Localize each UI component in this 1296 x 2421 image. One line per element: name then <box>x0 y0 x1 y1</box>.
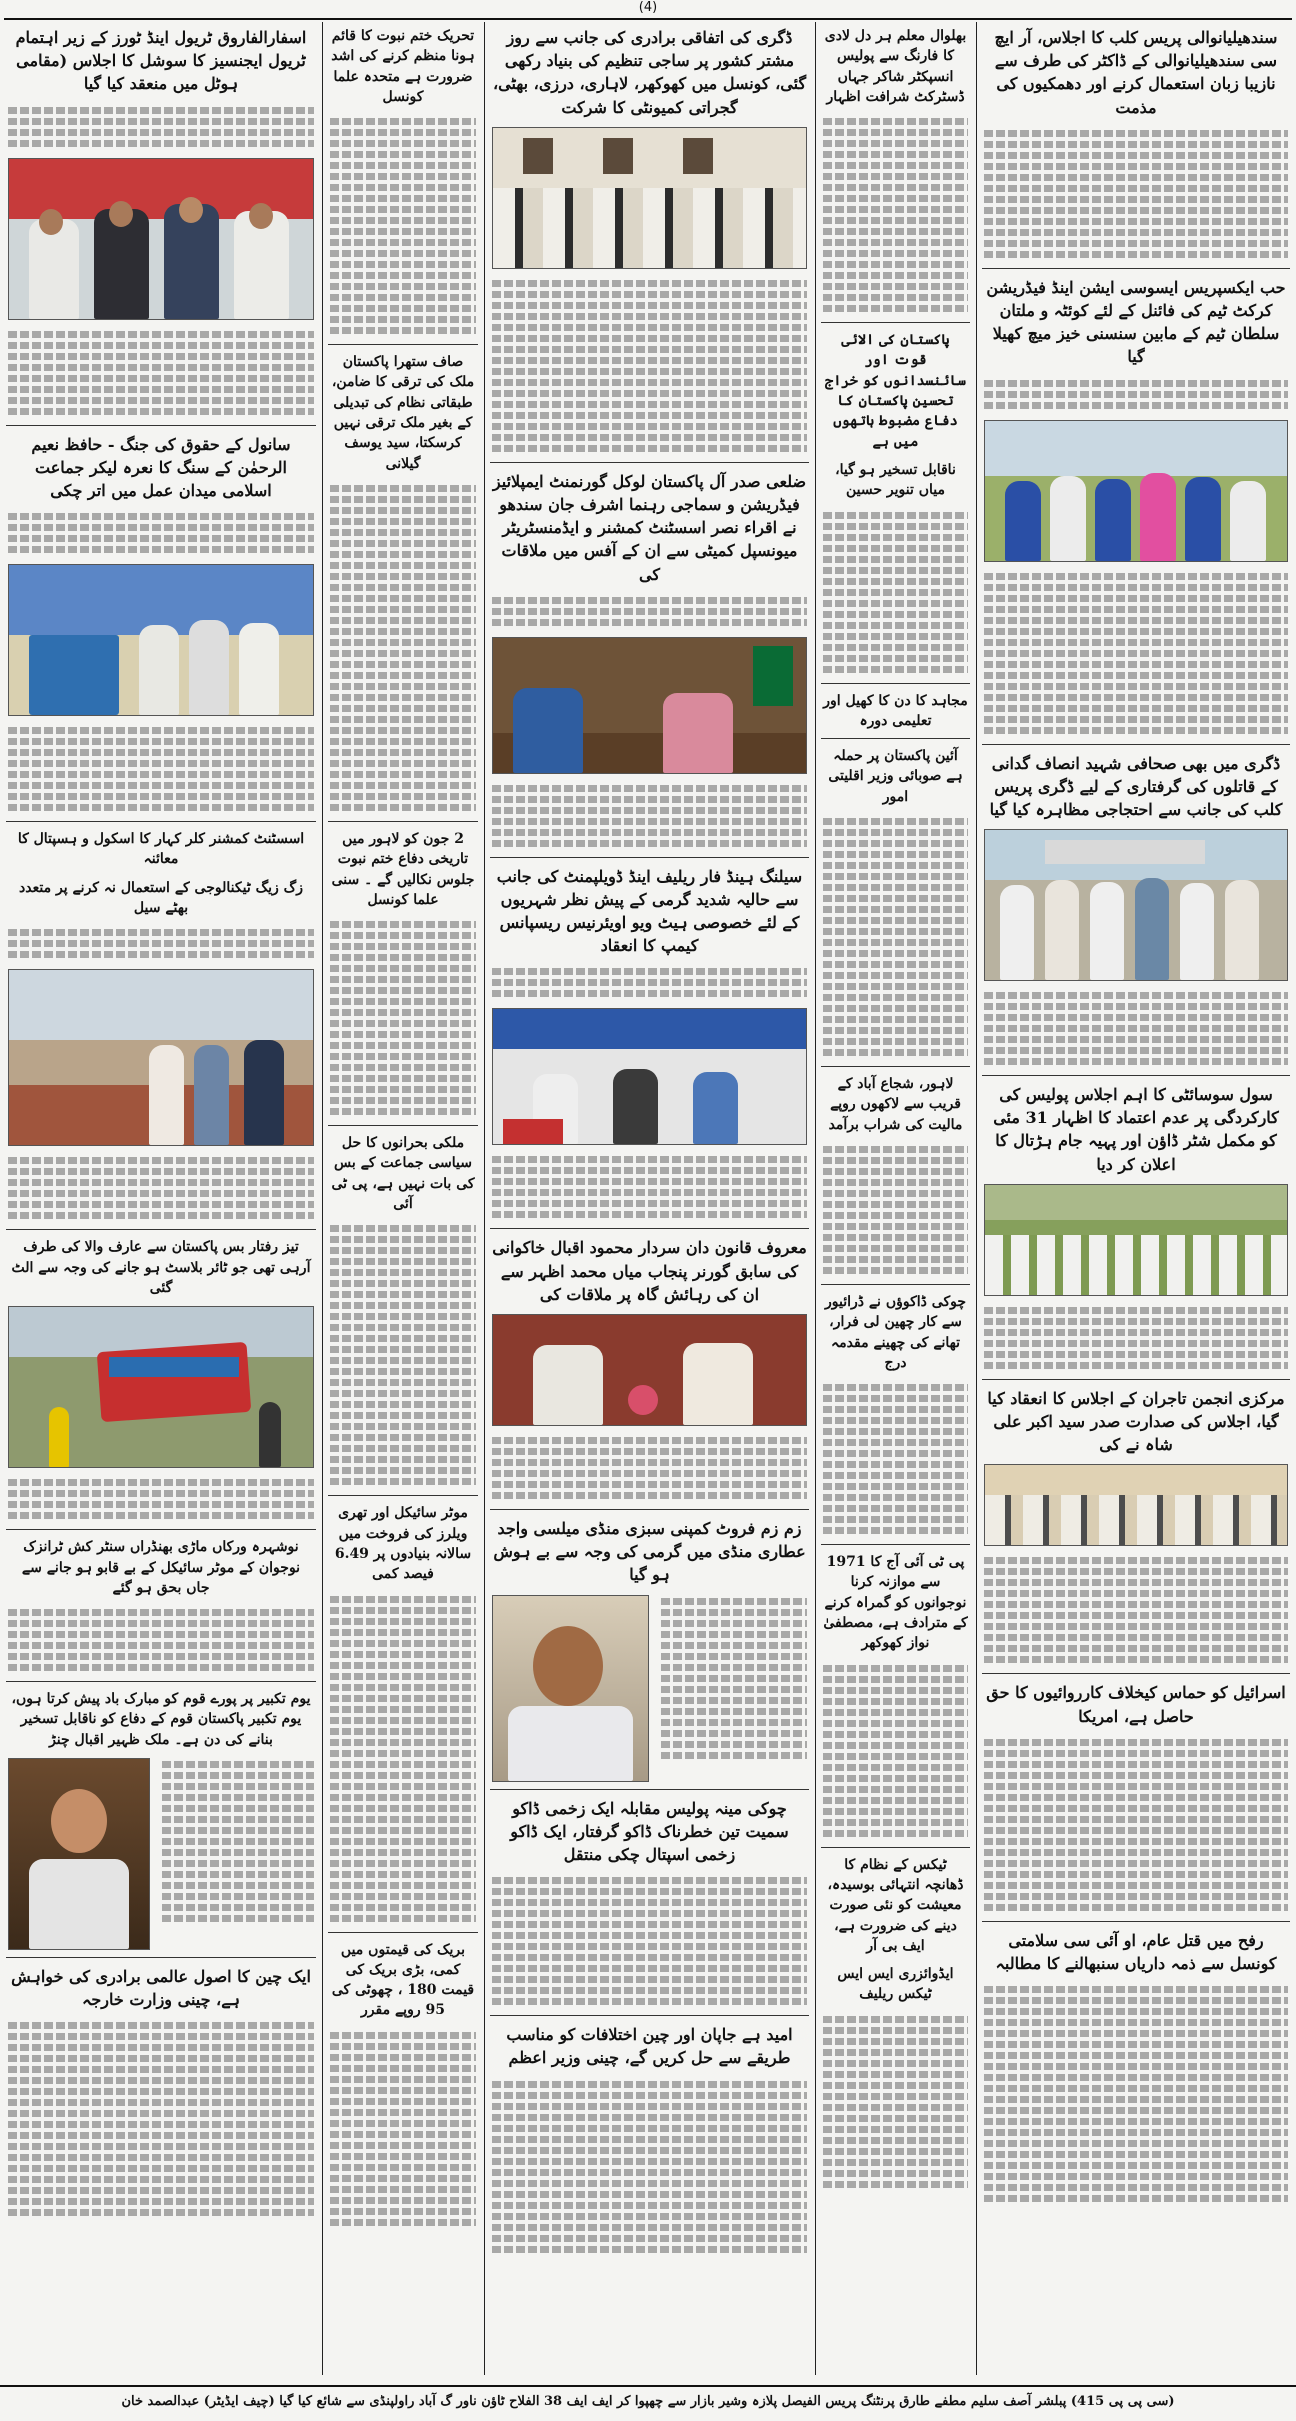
article-text <box>978 373 1294 416</box>
article-text <box>324 1218 482 1492</box>
headline: سانول کے حقوق کی جنگ - حافظ نعیم الرحمٰن کے سنگ کا نعرہ لیکر جماعت اسلامی میدان عمل میں اتر چکی <box>31 434 291 500</box>
photo-portrait-wajid <box>492 1595 649 1782</box>
headline: پی ٹی آئی آج کا 1971 سے موازنہ کرنا نوجوانوں کو گمراہ کرنے کے مترادف ہے، مصطفیٰ نواز کھوکھر <box>823 1554 968 1652</box>
article-text <box>324 111 482 341</box>
headline: حب ایکسپریس ایسوسی ایشن اینڈ فیڈریشن کرکٹ ٹیم کی فائنل کے لئے کوئٹہ و ملتان سلطان ٹیم کے مابین سنسنی خیز میچ کھیلا گیا <box>986 277 1286 367</box>
article-text <box>817 2009 974 2195</box>
headline: لاہور، شجاع آباد کے قریب سے لاکھوں روپے مالیت کی شراب برآمد <box>828 1076 963 1133</box>
article-text <box>324 478 482 818</box>
article-text <box>486 2074 813 2260</box>
article-text <box>2 1150 320 1226</box>
headline: موٹر سائیکل اور تھری ویلرز کی فروخت میں سالانہ بنیادوں پر 6.49 فیصد کمی <box>334 1505 472 1583</box>
article-text <box>817 505 974 680</box>
headline: تحریک ختم نبوت کا قائم ہونا منظم کرنے کی اشد ضرورت ہے متحدہ علما کونسل <box>331 28 475 105</box>
column-divider <box>815 22 816 2375</box>
article-text <box>324 914 482 1122</box>
headline: سیلنگ ہینڈ فار ریلیف اینڈ ڈویلپمنٹ کی جانب سے حالیہ شدید گرمی کے پیش نظر شہریوں کے لئے خصوصی ہیٹ ویو اویئرنیس ریسپانس کیمپ کا انعقاد <box>496 866 803 956</box>
column-2 <box>324 22 482 2375</box>
column-3 <box>486 22 813 2375</box>
article-text <box>978 1300 1294 1376</box>
column-divider <box>976 22 977 2375</box>
article-text <box>817 1377 974 1541</box>
headline: معروف قانون دان سردار محمود اقبال خاکوانی کی سابق گورنر پنجاب میاں محمد اظہر سے ان کی رہائش گاہ پر ملاقات کی <box>492 1238 807 1304</box>
article-text <box>2 100 320 154</box>
headline: ڈگری میں بھی صحافی شہید انصاف گدانی کے قاتلوں کی گرفتاری کے لیے ڈگری پریس کلب کی جانب سے احتجاجی مظاہرہ کیا گیا <box>989 753 1283 819</box>
article-text <box>486 590 813 633</box>
article-text <box>324 2025 482 2233</box>
article-text <box>978 1550 1294 1670</box>
photo-kilns <box>8 969 314 1146</box>
photo-civil-society <box>984 1184 1288 1296</box>
headline: ناقابل تسخیر ہو گیا، میاں تنویر حسین <box>835 461 956 499</box>
article-text <box>655 1591 813 1786</box>
headline: اسفارالفاروق ٹریول اینڈ ٹورز کے زیر اہتمام ٹریول ایجنسیز کا سوشل کا اجلاس (مقامی ہوٹل میں منعقد کیا گیا <box>15 28 307 94</box>
article-text <box>978 1732 1294 1918</box>
photo-meeting <box>492 1314 807 1426</box>
headline: مجاہد کا دن کا کھیل اور تعلیمی دورہ <box>823 692 968 729</box>
article-text <box>2 506 320 560</box>
headline: 2 جون کو لاہور میں تاریخی دفاع ختم نبوت جلوس نکالیں گے ۔ سنی علما کونسل <box>331 830 475 908</box>
article-text <box>978 123 1294 265</box>
column-4 <box>817 22 974 2375</box>
headline: بریک کی قیمتوں میں کمی، بڑی بریک کی قیمت 180 ، چھوٹی کی 95 روپے مقرر <box>331 1941 475 2019</box>
article-text <box>817 1139 974 1281</box>
article-text <box>817 811 974 1063</box>
headline: اسرائیل کو حماس کیخلاف کارروائیوں کا حق حاصل ہے، امریکا <box>986 1683 1286 1726</box>
article-text <box>2 1472 320 1526</box>
article-text <box>486 1149 813 1225</box>
photo-banner <box>8 564 314 716</box>
photo-cricket-team <box>984 420 1288 562</box>
column-divider <box>484 22 485 2375</box>
photo-protest <box>984 829 1288 981</box>
article-text <box>486 1430 813 1506</box>
article-text <box>817 111 974 319</box>
headline: چوکی ڈاکوؤں نے ڈرائیور سے کار چھین لی فرار، تھانے کی چھینے مقدمہ درج <box>824 1293 966 1371</box>
headline: بھلوال معلم ہر دل لادی کا فارنگ سے پولیس انسپکٹر شاکر جہاں ڈسٹرکٹ شرافت اظہار <box>824 28 967 105</box>
photo-event <box>8 158 314 320</box>
headline: زم زم فروٹ کمپنی سبزی منڈی میلسی واجد عطاری منڈی میں گرمی کی وجہ سے بے ہوش ہو گیا <box>493 1519 806 1585</box>
headline: ضلعی صدر آل پاکستان لوکل گورنمنٹ ایمپلائیز فیڈریشن و سماجی رہنما اشرف جان سندھو نے اقراء نصر اسسٹنٹ کمشنر و ایڈمنسٹریٹر میونسپل کمیٹی سے ان کے آفس میں ملاقات کی <box>492 471 807 584</box>
article-text <box>2 1602 320 1678</box>
headline: ایک چین کا اصول عالمی برادری کی خواہش ہے، چینی وزارت خارجہ <box>11 1966 311 2010</box>
publisher-footer: (سی پی پی 415) پبلشر آصف سلیم مطفے طارق پرنٹنگ پریس الفیصل پلازہ وشیر بازار سے چھپوا کر ایف ایف 38 الفلاح ٹاؤن ناور گ آباد راولپنڈی سے شائع کیا گیا (چیف ایڈیٹر) عبدالصمد خان <box>0 2385 1296 2417</box>
top-rule <box>4 18 1292 20</box>
photo-portrait <box>8 1758 150 1950</box>
headline: ڈگری کی اتفاقی برادری کی جانب سے روز مشتر کشور پر ساجی تنظیم کی بنیاد رکھی گئی، کونسل میں کھوکھر، لاہاری، درزی، بھٹی، گجراتی کمیونٹی کا شرکت <box>492 28 807 117</box>
headline: مرکزی انجمن تاجران کے اجلاس کا انعقاد کیا گیا، اجلاس کی صدارت صدر سید اکبر علی شاہ نے کی <box>987 1388 1285 1455</box>
photo-traders <box>984 1464 1288 1546</box>
headline: نوشہرہ ورکاں ماڑی بھنڈراں سنٹر کش ٹرانزک نوجوان کے موٹر سائیکل کے بے قابو ہو جانے سے جاں بحق ہو گئے <box>21 1539 301 1596</box>
column-5 <box>978 22 1294 2375</box>
photo-camp <box>492 1008 807 1145</box>
headline: ٹیکس کے نظام کا ڈھانچہ انتہائی بوسیدہ، معیشت کو نئی صورت دینے کی ضرورت ہے، ایف بی آر <box>827 1856 964 1954</box>
article-text <box>2 324 320 422</box>
article-text <box>2 922 320 965</box>
headline: امید ہے جاپان اور چین اختلافات کو مناسب طریقے سے حل کریں گے، چینی وزیر اعظم <box>506 2025 793 2068</box>
article-text <box>2 720 320 818</box>
article-text <box>486 961 813 1004</box>
article-text <box>486 1870 813 2012</box>
photo-bus-accident <box>8 1306 314 1468</box>
column-1 <box>2 22 320 2375</box>
headline: سندھیلیانوالی پریس کلب کا اجلاس، آر ایچ سی سندھیلیانوالی کے ڈاکٹر کی طرف سے نازیبا زبان استعمال کرنے اور دھمکیوں کی مذمت <box>994 28 1278 117</box>
headline: تیز رفتار بس پاکستان سے عارف والا کی طرف آرہی تھی جو ٹائر بلاسٹ ہو جانے کی وجہ سے الٹ گئی <box>11 1239 311 1296</box>
article-text <box>978 566 1294 741</box>
headline: پاکستان کی الائی قوت اور سائنسدانوں کو خراج تحسین پاکستان کا دفاع مضبوط ہاتھوں میں ہے <box>825 332 966 450</box>
headline: ایڈوائزری ایس ایس ٹیکس ریلیف <box>837 1966 954 2003</box>
article-text <box>817 1658 974 1844</box>
article-text <box>978 1979 1294 2209</box>
page-number: (4) <box>638 0 658 15</box>
headline: زگ زیگ ٹیکنالوجی کے استعمال نہ کرنے پر متعدد بھٹے سیل <box>19 879 303 917</box>
headline: سول سوسائٹی کا اہم اجلاس پولیس کی کارکردگی پر عدم اعتماد کا اظہار 31 مئی کو مکمل شٹر ڈاؤن اور پہیہ جام ہڑتال کا اعلان کر دیا <box>993 1085 1279 1174</box>
article-text <box>486 273 813 459</box>
article-text <box>486 778 813 854</box>
photo-group <box>492 127 807 269</box>
headline: صاف ستھرا پاکستان ملک کی ترقی کا ضامن، طبقاتی نظام کی تبدیلی کے بغیر ملک ترقی نہیں کرسکتا، سید یوسف گیلانی <box>331 354 475 472</box>
headline: آئین پاکستان پر حملہ ہے صوبائی وزیر اقلیتی امور <box>828 748 963 805</box>
headline: یوم تکبیر پر پورے قوم کو مبارک باد پیش کرتا ہوں، یوم تکبیر پاکستان قوم کے دفاع کو ناقابل تسخیر بنانے کی دن ہے۔ ملک ظہیر اقبال چنڑ <box>11 1691 311 1748</box>
headline: اسسٹنٹ کمشنر کلر کہار کا اسکول و ہسپتال کا معائنہ <box>17 831 305 868</box>
article-text <box>156 1754 320 1954</box>
article-text <box>324 1589 482 1929</box>
photo-office <box>492 637 807 774</box>
column-divider <box>322 22 323 2375</box>
article-text <box>2 2015 320 2223</box>
headline: چوکی مینہ پولیس مقابلہ ایک زخمی ڈاکو سمیت تین خطرناک ڈاکو گرفتار، ایک ڈاکو زخمی اسپتال چکی منتقل <box>510 1798 789 1864</box>
article-text <box>978 985 1294 1072</box>
headline: ملکی بحرانوں کا حل سیاسی جماعت کے بس کی بات نہیں ہے، پی ٹی آئی <box>331 1135 475 1213</box>
headline: رفح میں قتل عام، او آئی سی سلامتی کونسل سے ذمہ داریاں سنبھالنے کا مطالبہ <box>995 1930 1277 1973</box>
